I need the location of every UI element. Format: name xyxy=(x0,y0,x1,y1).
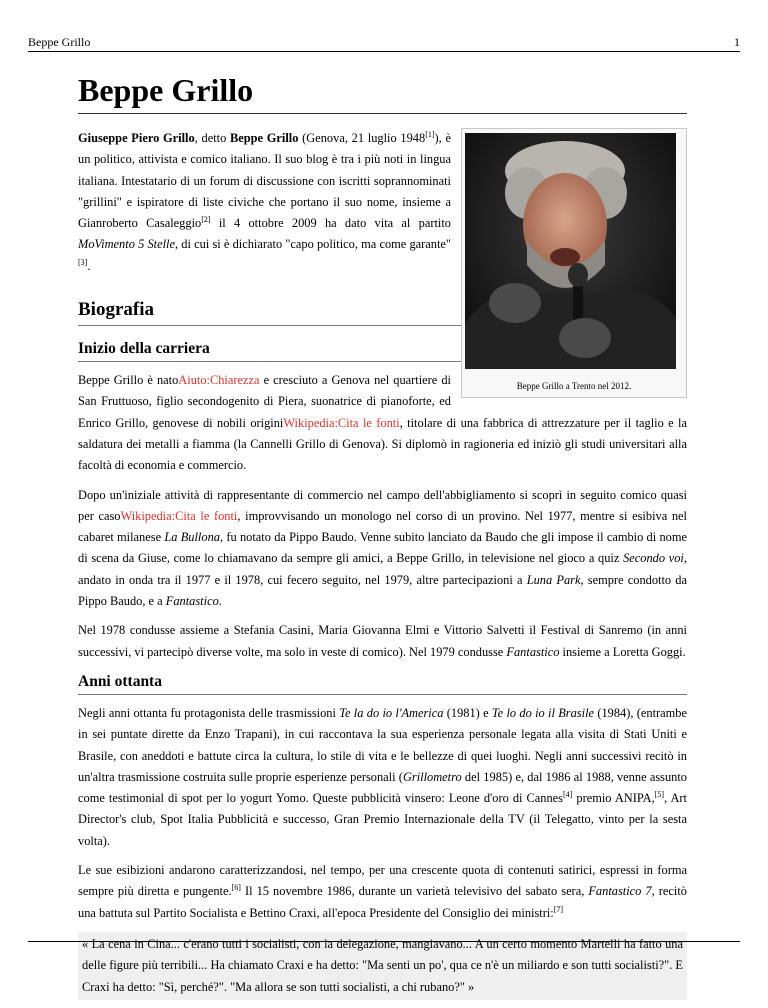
text-run: caso xyxy=(98,508,121,523)
text-run: . xyxy=(87,258,91,273)
blockquote xyxy=(78,932,687,1000)
bold-name: Giuseppe Piero Grillo xyxy=(78,131,195,145)
italic-title: Fantastico xyxy=(165,594,219,609)
italic-title: Te lo do io il Brasile xyxy=(491,705,595,720)
text-run: . xyxy=(218,594,222,609)
paragraph xyxy=(78,860,687,924)
italic-title: La Bullona xyxy=(164,530,220,545)
paragraph xyxy=(78,703,687,852)
article xyxy=(78,70,687,1008)
paragraph xyxy=(78,620,687,663)
text-run: Beppe Grillo è xyxy=(78,373,157,388)
italic-title: Grillometro xyxy=(402,769,462,784)
text-run: , di cui si è dichiarato "capo politico, ma come garante" xyxy=(175,237,451,252)
text-run: , titolare di una fabbrica di attrezzature per il taglio e la saldatura dei metalli a fiamma (la Cannelli Grillo di Genova). Si diplomò in ragioneria ed iniziò gli studi universitari alla facoltà di economia e commercio. xyxy=(78,415,687,473)
text-run: , improvvisando un monologo nel corso di un provino. Nel 1977, mentre si esibiva nel cabaret milanese xyxy=(78,508,688,545)
text-run: Nel 1978 condusse assieme a Stefania Casini, Maria Giovanna Elmi e Vittorio Salvetti il Festival di Sanremo (in anni successivi, vi partecipò diverse volte, ma solo in veste di comico). Nel 1979 condusse xyxy=(78,623,687,659)
running-title: Beppe Grillo xyxy=(28,35,91,49)
subsection-heading-ottanta: Anni ottanta xyxy=(78,673,687,695)
italic-title: Luna Park xyxy=(526,572,581,587)
text-run: , detto xyxy=(194,131,230,145)
subsection-heading-inizio: Inizio della carriera xyxy=(78,340,687,362)
text-run: del 1985) e, dal 1986 al 1988, venne assunto come testimonial di spot per lo yogurt Yomo. Queste pubblicità vinsero: Leone d'oro di Cannes xyxy=(78,769,687,806)
wiki-link[interactable]: Aiuto:Chiarezza xyxy=(178,373,260,388)
portrait-image xyxy=(465,133,676,369)
text-run: Dopo un'iniziale attività di rappresentante di commercio nel campo dell'abbigliamento si scoprì in seguito comico quasi per xyxy=(78,487,687,523)
paragraph xyxy=(78,485,687,613)
footer-divider xyxy=(28,941,740,942)
text-run: , Art Director's club, Spot Italia Pubblicità e successo, Gran Premio Internazionale della TV (il Telegatto, vinto per la sesta volta). xyxy=(78,791,687,848)
text-run: (Genova, 21 luglio 1948 xyxy=(298,131,426,145)
italic-title: Fantastico 7 xyxy=(588,884,652,899)
portrait-photo xyxy=(465,133,676,369)
text-run: nobili origini xyxy=(217,415,284,430)
text-run: , recitò una battuta sul Partito Socialista e Bettino Craxi, all'epoca Presidente del Consiglio dei ministri: xyxy=(78,884,687,920)
text-run: il 4 ottobre 2009 ha dato vita al partito xyxy=(210,216,451,231)
text-run: , sempre condotto da Pippo Baudo, e a xyxy=(78,572,687,609)
page-title: Beppe Grillo xyxy=(78,70,687,114)
text-run: Il 15 novembre 1986, durante un varietà televisivo del sabato sera, xyxy=(240,884,589,899)
wiki-link[interactable]: Wikipedia:Cita le fonti xyxy=(120,508,238,523)
italic-party-name: MoVimento 5 Stelle xyxy=(78,237,175,252)
quote-text: « La cena in Cina... c'erano tutti i socialisti, con la delegazione, mangiavano... A un certo momento Martelli ha fatto una delle figure più terribili... Ha chiamato Craxi e ha detto: "Ma senti un po', qua ce n'è un miliardo e son tutti socialisti?". E Craxi ha detto: "Sì, perché?". "Ma allora se son tutti socialisti, a chi rubano?" » xyxy=(82,936,683,994)
page-number: 1 xyxy=(734,35,740,49)
running-header xyxy=(28,35,740,52)
text-run: insieme a Loretta Goggi. xyxy=(559,644,686,659)
italic-title: Te la do io l'America xyxy=(339,705,444,720)
text-run: , andato in onda tra il 1977 e il 1978, cui fecero seguito, nel 1979, altre partecipazioni a xyxy=(78,551,687,587)
infobox-figure xyxy=(461,128,687,398)
reference-link[interactable]: [2] xyxy=(201,215,211,225)
italic-title: Fantastico xyxy=(506,644,560,659)
reference-link[interactable]: [6] xyxy=(231,883,241,893)
figure-caption: Beppe Grillo a Trento nel 2012. xyxy=(516,381,632,391)
section-heading-biografia: Biografia xyxy=(78,299,687,326)
reference-link[interactable]: [1] xyxy=(425,129,435,139)
italic-title: Secondo voi xyxy=(623,551,684,566)
bold-nickname: Beppe Grillo xyxy=(230,131,299,145)
wiki-link[interactable]: Wikipedia:Cita le fonti xyxy=(283,415,400,430)
text-run: e cresciuto a Genova nel quartiere di San Fruttuoso, figlio secondogenito di Piera, suonatrice di pianoforte, ed Enrico Grillo, genovese di xyxy=(78,373,451,430)
reference-link[interactable]: [7] xyxy=(553,904,564,914)
text-run: Le sue esibizioni andarono caratterizzandosi, nel tempo, per una crescente quota di contenuti satirici, espressi in forma sempre più diretta e pungente. xyxy=(78,863,687,899)
reference-link[interactable]: [3] xyxy=(78,257,88,267)
text-run: , fu notato da Pippo Baudo. Venne subito lanciato da Baudo che gli impose il cambio di nome di scena da Giuse, come lo chiamavano da sempre gli amici, a Beppe Grillo, in televisione nel gioco a quiz xyxy=(78,530,688,566)
text-run: (1984), (entrambe in sei puntate dirette da Enzo Trapani), in cui raccontava la sua esperienza personale legata alla visita di Stati Uniti e Brasile, con aneddoti e battute circa la cultura, lo stile di vita e le bellezze di quei luoghi. Negli anni successivi recitò in un'altra trasmissione costruita sulle proprie esperienze personali ( xyxy=(78,705,687,784)
text-run: premio ANIPA, xyxy=(572,791,655,806)
reference-link[interactable]: [4] xyxy=(563,790,573,799)
reference-link[interactable]: [5] xyxy=(654,790,664,799)
text-run: nato xyxy=(156,373,179,388)
text-run: (1981) e xyxy=(443,705,492,720)
text-run: Negli anni ottanta fu protagonista delle trasmissioni xyxy=(78,705,340,720)
text-run: ), è un politico, attivista e comico italiano. Il suo blog è tra i più noti in lingua italiana. Intestatario di un forum di discussione con iscritti soprannominati "grillini" e ispiratore di liste civiche che portano il suo nome, insieme a Gianroberto Casaleggio xyxy=(78,131,451,231)
